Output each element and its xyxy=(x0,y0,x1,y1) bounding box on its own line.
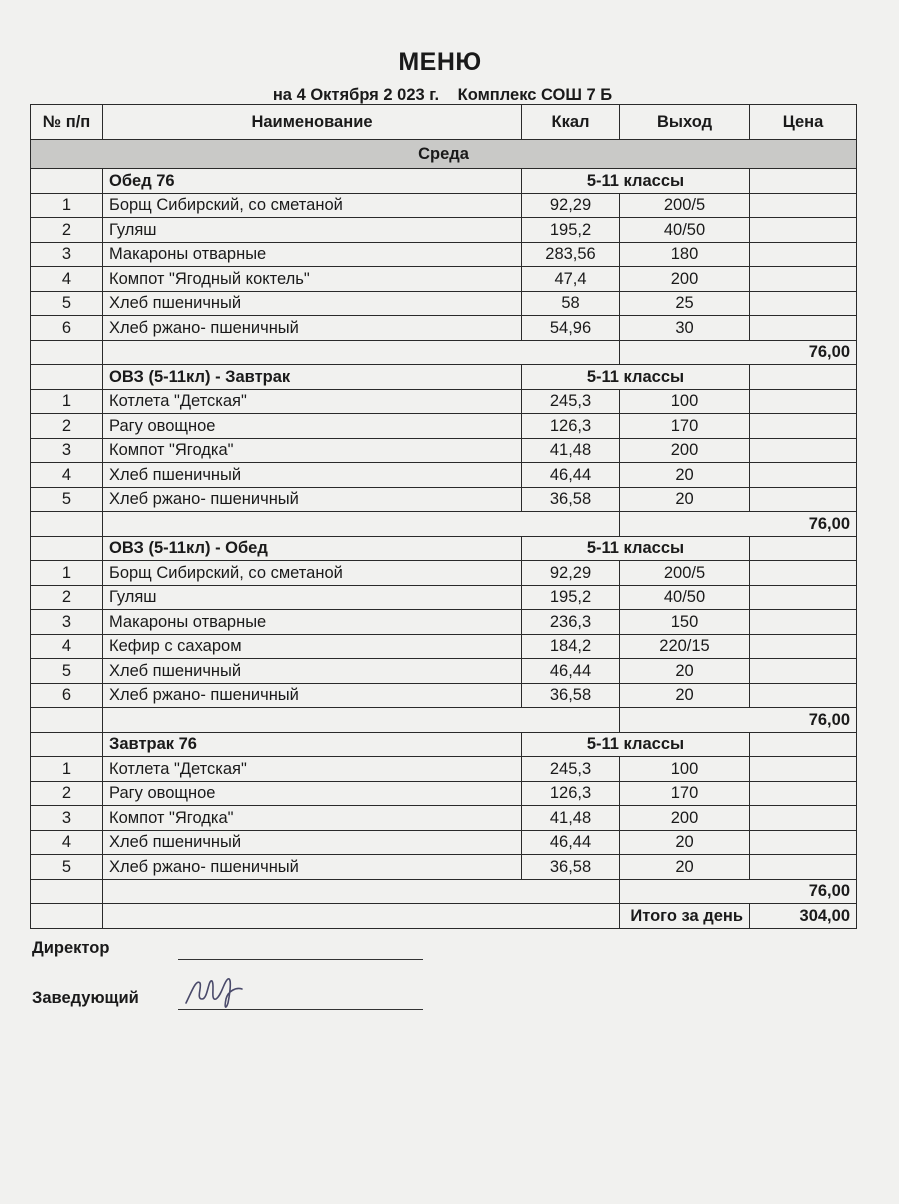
item-name: Хлеб ржано- пшеничный xyxy=(103,316,522,341)
table-row xyxy=(31,683,857,708)
table-header-row xyxy=(31,105,857,140)
section-header-row xyxy=(31,169,857,194)
item-kcal: 195,2 xyxy=(522,218,620,243)
item-yield: 20 xyxy=(620,659,750,684)
item-yield: 170 xyxy=(620,414,750,439)
item-price xyxy=(750,561,857,586)
item-yield: 100 xyxy=(620,757,750,782)
item-name: Хлеб ржано- пшеничный xyxy=(103,487,522,512)
item-name: Хлеб ржано- пшеничный xyxy=(103,855,522,880)
item-num: 1 xyxy=(31,193,103,218)
item-num: 5 xyxy=(31,487,103,512)
item-price xyxy=(750,487,857,512)
table-row xyxy=(31,291,857,316)
section-num-cell xyxy=(31,536,103,561)
item-name: Макароны отварные xyxy=(103,610,522,635)
item-kcal: 46,44 xyxy=(522,463,620,488)
item-yield: 180 xyxy=(620,242,750,267)
item-num: 4 xyxy=(31,463,103,488)
item-kcal: 245,3 xyxy=(522,389,620,414)
item-name: Борщ Сибирский, со сметаной xyxy=(103,561,522,586)
table-row xyxy=(31,218,857,243)
total-blank-cell xyxy=(103,340,620,365)
item-yield: 150 xyxy=(620,610,750,635)
item-num: 1 xyxy=(31,757,103,782)
total-blank-cell xyxy=(103,879,620,904)
item-kcal: 236,3 xyxy=(522,610,620,635)
item-kcal: 46,44 xyxy=(522,830,620,855)
total-blank-cell xyxy=(103,708,620,733)
item-kcal: 46,44 xyxy=(522,659,620,684)
section-grade: 5-11 классы xyxy=(522,169,750,194)
item-num: 3 xyxy=(31,438,103,463)
table-row xyxy=(31,414,857,439)
table-row xyxy=(31,830,857,855)
section-num-cell xyxy=(31,365,103,390)
item-price xyxy=(750,242,857,267)
item-price xyxy=(750,585,857,610)
section-total-price: 76,00 xyxy=(620,512,857,537)
item-yield: 200 xyxy=(620,267,750,292)
item-num: 3 xyxy=(31,242,103,267)
item-price xyxy=(750,610,857,635)
item-yield: 200/5 xyxy=(620,193,750,218)
item-yield: 200 xyxy=(620,806,750,831)
item-price xyxy=(750,757,857,782)
item-kcal: 92,29 xyxy=(522,193,620,218)
item-kcal: 58 xyxy=(522,291,620,316)
item-price xyxy=(750,781,857,806)
table-row xyxy=(31,610,857,635)
total-blank-cell xyxy=(103,512,620,537)
item-name: Котлета "Детская" xyxy=(103,757,522,782)
section-total-price: 76,00 xyxy=(620,708,857,733)
item-num: 3 xyxy=(31,806,103,831)
item-price xyxy=(750,193,857,218)
item-num: 1 xyxy=(31,389,103,414)
table-row xyxy=(31,193,857,218)
page-title: МЕНЮ xyxy=(398,48,482,76)
director-signature-line xyxy=(178,959,423,960)
table-row xyxy=(31,757,857,782)
section-grade: 5-11 классы xyxy=(522,732,750,757)
item-name: Рагу овощное xyxy=(103,414,522,439)
director-label: Директор xyxy=(32,939,110,957)
section-price-cell xyxy=(750,732,857,757)
section-grade: 5-11 классы xyxy=(522,536,750,561)
item-kcal: 41,48 xyxy=(522,438,620,463)
item-kcal: 126,3 xyxy=(522,414,620,439)
table-row xyxy=(31,659,857,684)
item-kcal: 36,58 xyxy=(522,855,620,880)
section-header-row xyxy=(31,732,857,757)
item-name: Гуляш xyxy=(103,585,522,610)
item-yield: 40/50 xyxy=(620,585,750,610)
item-name: Хлеб пшеничный xyxy=(103,291,522,316)
item-kcal: 41,48 xyxy=(522,806,620,831)
item-yield: 25 xyxy=(620,291,750,316)
total-num-cell xyxy=(31,708,103,733)
table-row xyxy=(31,463,857,488)
item-name: Хлеб пшеничный xyxy=(103,659,522,684)
section-header-row xyxy=(31,365,857,390)
item-num: 5 xyxy=(31,855,103,880)
item-name: Кефир с сахаром xyxy=(103,634,522,659)
item-name: Борщ Сибирский, со сметаной xyxy=(103,193,522,218)
item-num: 2 xyxy=(31,781,103,806)
item-price xyxy=(750,634,857,659)
item-yield: 200 xyxy=(620,438,750,463)
section-total-price: 76,00 xyxy=(620,340,857,365)
item-kcal: 54,96 xyxy=(522,316,620,341)
menu-table xyxy=(30,104,857,929)
item-name: Хлеб ржано- пшеничный xyxy=(103,683,522,708)
grand-total-label: Итого за день xyxy=(620,904,750,929)
item-kcal: 36,58 xyxy=(522,487,620,512)
item-kcal: 92,29 xyxy=(522,561,620,586)
header-name: Наименование xyxy=(103,105,522,140)
section-total-row xyxy=(31,708,857,733)
item-yield: 40/50 xyxy=(620,218,750,243)
page-subtitle xyxy=(0,86,885,105)
item-name: Макароны отварные xyxy=(103,242,522,267)
section-header-row xyxy=(31,536,857,561)
item-num: 2 xyxy=(31,414,103,439)
item-num: 2 xyxy=(31,585,103,610)
item-yield: 220/15 xyxy=(620,634,750,659)
total-num-cell xyxy=(31,340,103,365)
item-yield: 20 xyxy=(620,463,750,488)
item-price xyxy=(750,463,857,488)
item-name: Котлета "Детская" xyxy=(103,389,522,414)
item-num: 2 xyxy=(31,218,103,243)
header-price: Цена xyxy=(750,105,857,140)
table-row xyxy=(31,806,857,831)
item-price xyxy=(750,855,857,880)
item-price xyxy=(750,806,857,831)
item-price xyxy=(750,267,857,292)
section-title: ОВЗ (5-11кл) - Завтрак xyxy=(103,365,522,390)
school-complex: Комплекс СОШ 7 Б xyxy=(457,86,613,104)
item-yield: 20 xyxy=(620,487,750,512)
item-name: Компот "Ягодка" xyxy=(103,806,522,831)
item-price xyxy=(750,389,857,414)
item-kcal: 195,2 xyxy=(522,585,620,610)
table-row xyxy=(31,242,857,267)
item-yield: 200/5 xyxy=(620,561,750,586)
item-price xyxy=(750,659,857,684)
item-num: 4 xyxy=(31,634,103,659)
item-yield: 170 xyxy=(620,781,750,806)
item-kcal: 184,2 xyxy=(522,634,620,659)
item-yield: 20 xyxy=(620,855,750,880)
total-num-cell xyxy=(31,879,103,904)
table-row xyxy=(31,585,857,610)
table-row xyxy=(31,487,857,512)
item-num: 3 xyxy=(31,610,103,635)
section-total-row xyxy=(31,879,857,904)
item-name: Рагу овощное xyxy=(103,781,522,806)
item-name: Гуляш xyxy=(103,218,522,243)
section-total-row xyxy=(31,340,857,365)
item-yield: 20 xyxy=(620,830,750,855)
item-price xyxy=(750,438,857,463)
item-kcal: 245,3 xyxy=(522,757,620,782)
item-num: 5 xyxy=(31,659,103,684)
handwritten-signature xyxy=(182,969,246,1013)
item-num: 1 xyxy=(31,561,103,586)
item-kcal: 283,56 xyxy=(522,242,620,267)
section-grade: 5-11 классы xyxy=(522,365,750,390)
manager-label: Заведующий xyxy=(32,989,139,1007)
day-row xyxy=(31,140,857,169)
item-name: Компот "Ягодка" xyxy=(103,438,522,463)
table-row xyxy=(31,438,857,463)
section-price-cell xyxy=(750,169,857,194)
item-price xyxy=(750,414,857,439)
table-row xyxy=(31,781,857,806)
grand-total-value: 304,00 xyxy=(750,904,857,929)
section-title: Завтрак 76 xyxy=(103,732,522,757)
header-kcal: Ккал xyxy=(522,105,620,140)
item-kcal: 126,3 xyxy=(522,781,620,806)
section-title: Обед 76 xyxy=(103,169,522,194)
section-num-cell xyxy=(31,732,103,757)
item-num: 4 xyxy=(31,267,103,292)
item-price xyxy=(750,316,857,341)
section-price-cell xyxy=(750,365,857,390)
item-price xyxy=(750,830,857,855)
menu-date: на 4 Октября 2 023 г. xyxy=(272,86,440,104)
table-row xyxy=(31,267,857,292)
table-row xyxy=(31,389,857,414)
item-kcal: 36,58 xyxy=(522,683,620,708)
table-row xyxy=(31,634,857,659)
table-row xyxy=(31,316,857,341)
table-row xyxy=(31,561,857,586)
item-yield: 30 xyxy=(620,316,750,341)
section-num-cell xyxy=(31,169,103,194)
item-yield: 100 xyxy=(620,389,750,414)
item-num: 4 xyxy=(31,830,103,855)
grand-blank-cell xyxy=(103,904,620,929)
item-yield: 20 xyxy=(620,683,750,708)
grand-num-cell xyxy=(31,904,103,929)
item-name: Хлеб пшеничный xyxy=(103,463,522,488)
section-total-row xyxy=(31,512,857,537)
header-num: № п/п xyxy=(31,105,103,140)
item-price xyxy=(750,218,857,243)
section-title: ОВЗ (5-11кл) - Обед xyxy=(103,536,522,561)
section-price-cell xyxy=(750,536,857,561)
item-price xyxy=(750,291,857,316)
header-yield: Выход xyxy=(620,105,750,140)
item-name: Хлеб пшеничный xyxy=(103,830,522,855)
table-row xyxy=(31,855,857,880)
day-label: Среда xyxy=(31,140,857,169)
item-name: Компот "Ягодный коктель" xyxy=(103,267,522,292)
item-num: 6 xyxy=(31,316,103,341)
item-num: 6 xyxy=(31,683,103,708)
item-kcal: 47,4 xyxy=(522,267,620,292)
item-price xyxy=(750,683,857,708)
section-total-price: 76,00 xyxy=(620,879,857,904)
grand-total-row xyxy=(31,904,857,929)
item-num: 5 xyxy=(31,291,103,316)
total-num-cell xyxy=(31,512,103,537)
